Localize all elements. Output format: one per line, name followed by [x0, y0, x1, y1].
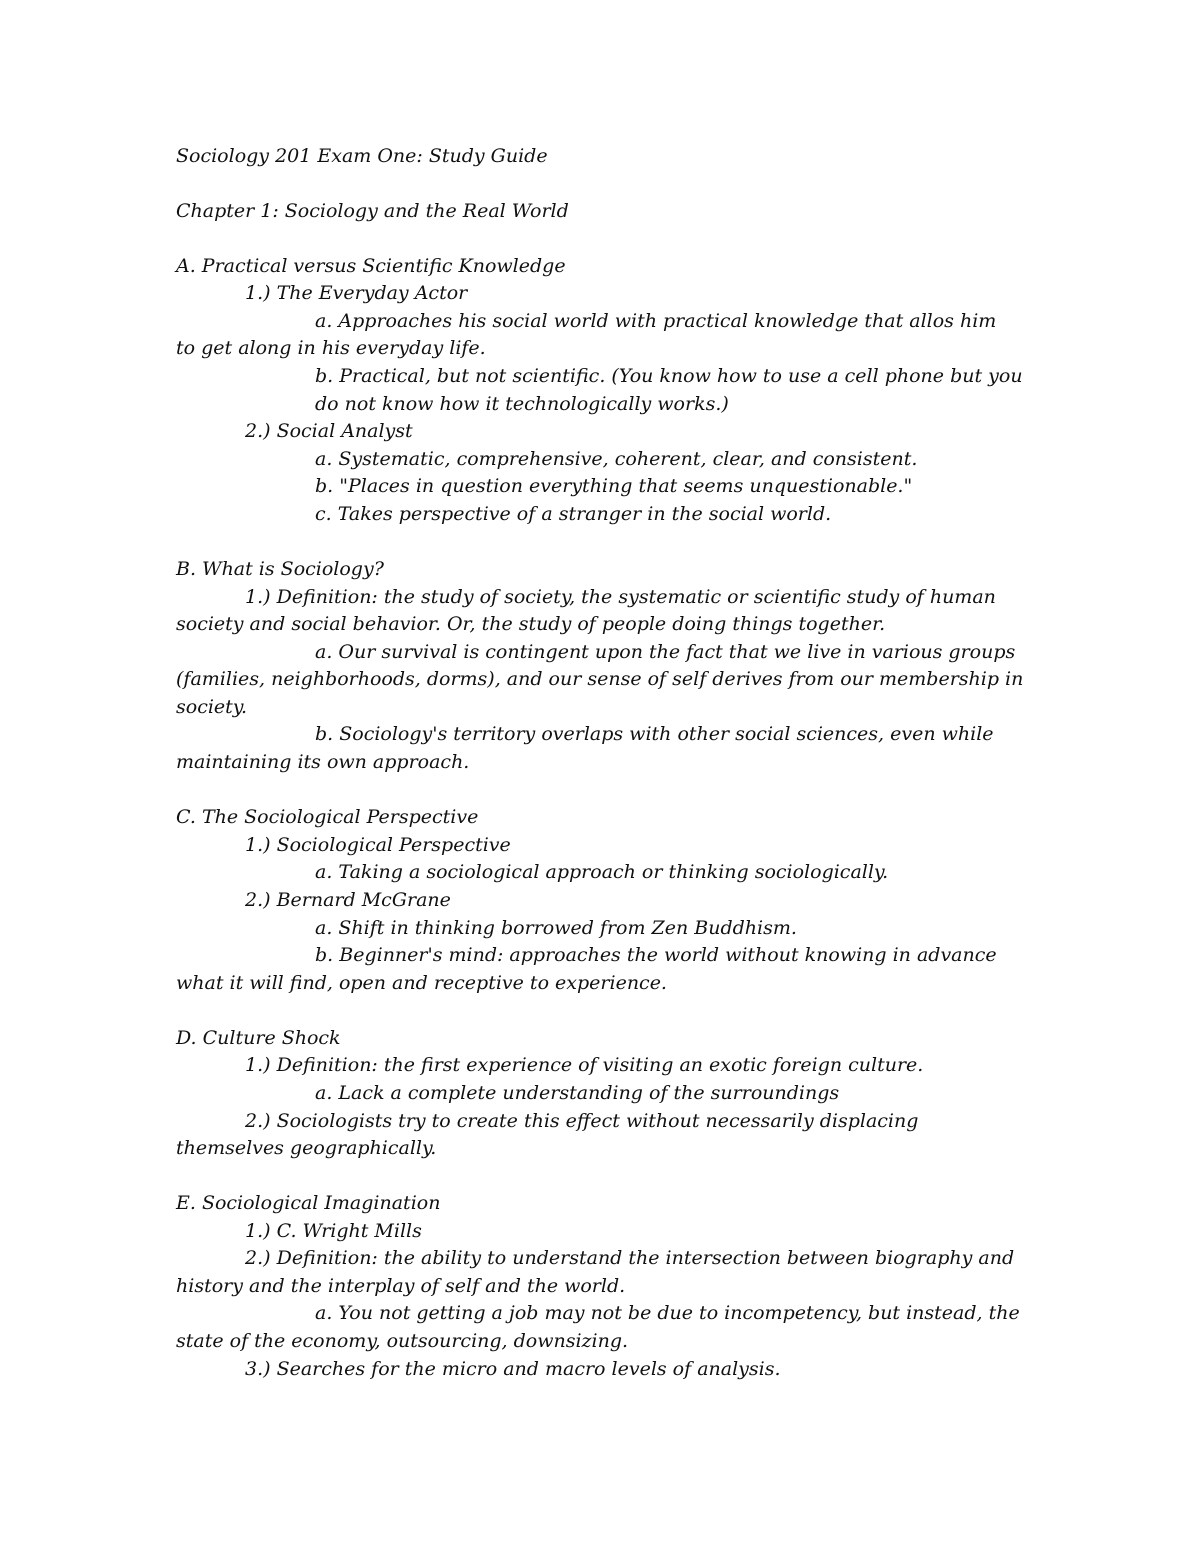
- list-item: 2.) Definition: the ability to understand the intersection between biography and: [245, 1247, 1015, 1269]
- list-item: b. Practical, but not scientific. (You know how to use a cell phone but you: [315, 365, 1023, 387]
- list-item: b. Beginner's mind: approaches the world without knowing in advance: [315, 944, 997, 966]
- list-item: 2.) Bernard McGrane: [245, 889, 451, 911]
- list-item-continuation: society and social behavior. Or, the study of people doing things together.: [176, 613, 886, 635]
- section-d-heading: D. Culture Shock: [176, 1027, 341, 1049]
- section-a-heading: A. Practical versus Scientific Knowledge: [176, 255, 566, 277]
- list-item: a. Approaches his social world with practical knowledge that allos him: [315, 310, 997, 332]
- list-item-continuation: themselves geographically.: [176, 1137, 437, 1159]
- list-item-continuation: what it will find, open and receptive to experience.: [176, 972, 667, 994]
- section-e-heading: E. Sociological Imagination: [176, 1192, 441, 1214]
- list-item: a. You not getting a job may not be due to incompetency, but instead, the: [315, 1302, 1020, 1324]
- list-item: b. Sociology's territory overlaps with other social sciences, even while: [315, 723, 994, 745]
- list-item: 3.) Searches for the micro and macro levels of analysis.: [245, 1358, 781, 1380]
- list-item: a. Shift in thinking borrowed from Zen Buddhism.: [315, 917, 797, 939]
- section-c-heading: C. The Sociological Perspective: [176, 806, 479, 828]
- list-item-continuation: maintaining its own approach.: [176, 751, 470, 773]
- document-title: Sociology 201 Exam One: Study Guide: [176, 145, 548, 167]
- list-item-continuation: state of the economy, outsourcing, downsizing.: [176, 1330, 629, 1352]
- list-item-continuation: society.: [176, 696, 248, 718]
- list-item: b. "Places in question everything that seems unquestionable.": [315, 475, 913, 497]
- list-item: a. Systematic, comprehensive, coherent, clear, and consistent.: [315, 448, 918, 470]
- list-item: 1.) Sociological Perspective: [245, 834, 511, 856]
- list-item: a. Lack a complete understanding of the surroundings: [315, 1082, 840, 1104]
- list-item-continuation: do not know how it technologically works.): [315, 393, 729, 415]
- list-item: c. Takes perspective of a stranger in the social world.: [315, 503, 832, 525]
- list-item: 2.) Social Analyst: [245, 420, 413, 442]
- list-item: 1.) Definition: the first experience of visiting an exotic foreign culture.: [245, 1054, 924, 1076]
- chapter-heading: Chapter 1: Sociology and the Real World: [176, 200, 569, 222]
- list-item: 2.) Sociologists try to create this effect without necessarily displacing: [245, 1110, 919, 1132]
- list-item-continuation: (families, neighborhoods, dorms), and our sense of self derives from our membership in: [176, 668, 1024, 690]
- list-item-continuation: history and the interplay of self and the world.: [176, 1275, 626, 1297]
- list-item: 1.) The Everyday Actor: [245, 282, 468, 304]
- list-item: a. Our survival is contingent upon the fact that we live in various groups: [315, 641, 1016, 663]
- list-item-continuation: to get along in his everyday life.: [176, 337, 486, 359]
- list-item: 1.) C. Wright Mills: [245, 1220, 422, 1242]
- section-b-heading: B. What is Sociology?: [176, 558, 384, 580]
- list-item: a. Taking a sociological approach or thinking sociologically.: [315, 861, 889, 883]
- list-item: 1.) Definition: the study of society, the systematic or scientific study of human: [245, 586, 996, 608]
